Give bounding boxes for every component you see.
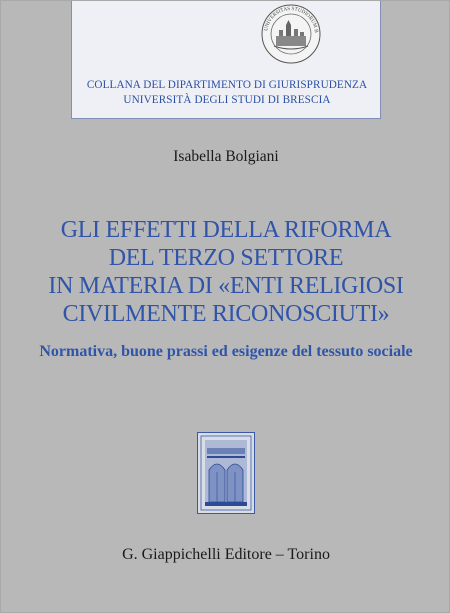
svg-text:UNIVERSITAS STUDIORUM BRIXIAE: UNIVERSITAS STUDIORUM B (263, 5, 320, 34)
title-line: DEL TERZO SETTORE (108, 245, 344, 271)
author-name: Isabella Bolgiani (173, 148, 279, 165)
series-line-2: UNIVERSITÀ DEGLI STUDI DI BRESCIA (123, 94, 331, 106)
title-line: GLI EFFETTI DELLA RIFORMA (60, 217, 392, 243)
series-title (72, 78, 382, 108)
title-line: IN MATERIA DI «ENTI RELIGIOSI (48, 273, 404, 299)
publisher-name: G. Giappichelli Editore – Torino (122, 546, 330, 563)
book-subtitle: Normativa, buone prassi ed esigenze del tessuto sociale (39, 343, 413, 360)
series-panel (71, 1, 381, 119)
series-line-1: COLLANA DEL DIPARTIMENTO DI GIURISPRUDENZA (86, 79, 368, 91)
title-line: CIVILMENTE RICONOSCIUTI» (62, 301, 390, 327)
book-title (1, 216, 450, 328)
university-seal-icon (260, 3, 322, 65)
publisher-emblem-icon (197, 432, 255, 514)
